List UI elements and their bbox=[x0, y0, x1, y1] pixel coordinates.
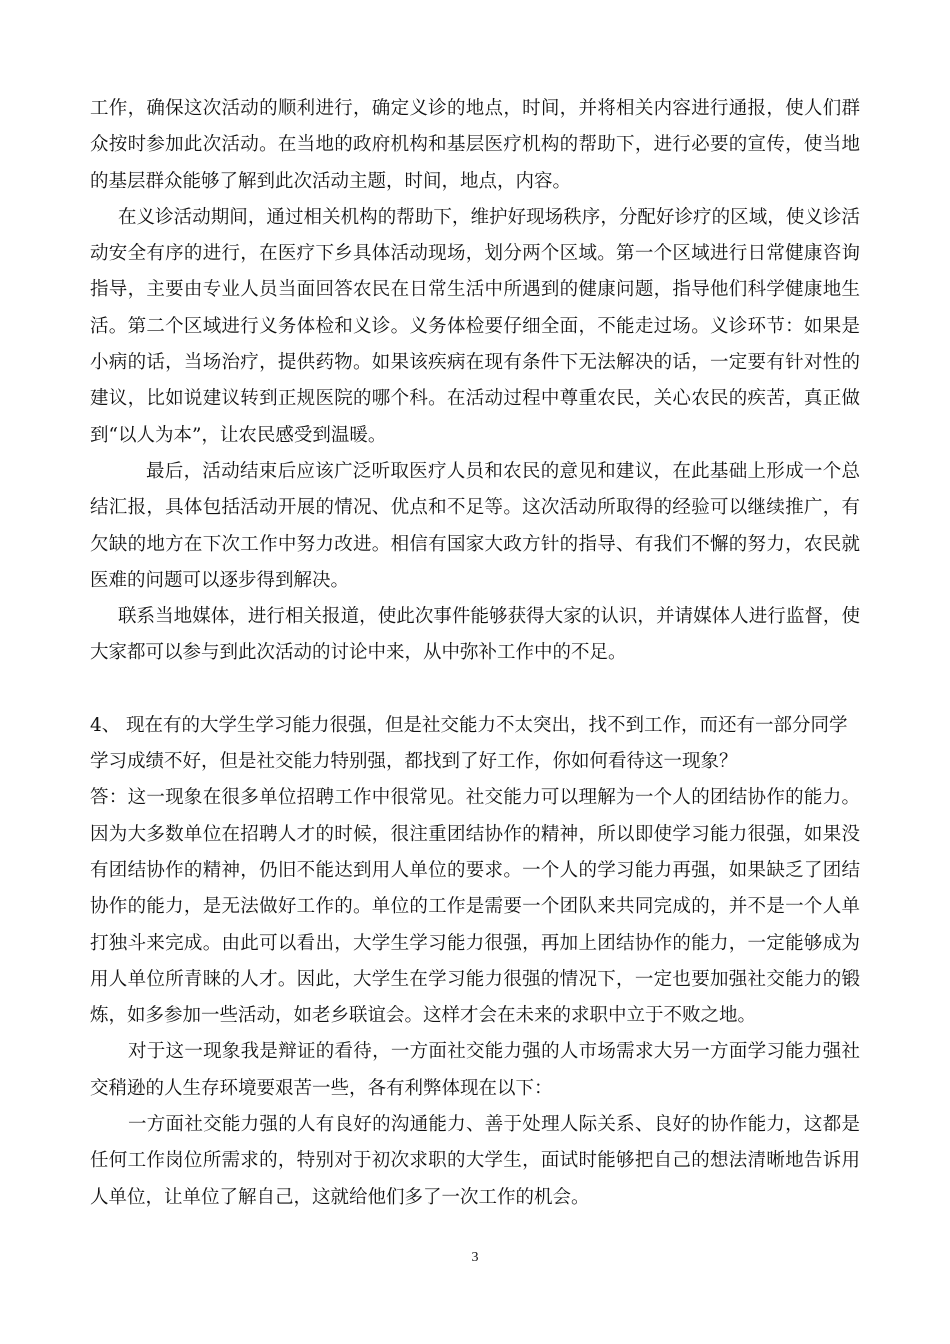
paragraph-spacer bbox=[90, 672, 860, 708]
answer-paragraph-1: 答：这一现象在很多单位招聘工作中很常见。社交能力可以理解为一个人的团结协作的能力。因为大多数单位在招聘人才的时候，很注重团结协作的精神，所以即使学习能力很强，如果没有团结协作的精神，仍旧不能达到用人单位的要求。一个人的学习能力再强，如果缺乏了团结协作的能力，是无法做好工作的。单位的工作是需要一个团队来共同完成的，并不是一个人单打独斗来完成。由此可以看出，大学生学习能力很强，再加上团结协作的能力，一定能够成为用人单位所青睐的人才。因此，大学生在学习能力很强的情况下，一定也要加强社交能力的锻炼，如多参加一些活动，如老乡联谊会。这样才会在未来的求职中立于不败之地。 bbox=[90, 787, 860, 1027]
paragraph-clinic-process: 在义诊活动期间，通过相关机构的帮助下，维护好现场秩序，分配好诊疗的区域，使义诊活动安全有序的进行，在医疗下乡具体活动现场，划分两个区域。第一个区域进行日常健康咨询指导，主要由专业人员当面回答农民在日常生活中所遇到的健康问题，指导他们科学健康地生活。第二个区域进行义务体检和义诊。义务体检要仔细全面，不能走过场。义诊环节：如果是小病的话，当场治疗，提供药物。如果该疾病在现有条件下无法解决的话，一定要有针对性的建议，比如说建议转到正规医院的哪个科。在活动过程中尊重农民，关心农民的疾苦，真正做到“以人为本”，让农民感受到温暖。 bbox=[90, 206, 860, 446]
page-number: 3 bbox=[471, 1250, 479, 1265]
document-body bbox=[90, 91, 860, 1216]
question-text-1: 现在有的大学生学习能力很强，但是社交能力不太突出，找不到工作，而还有一部分同学 bbox=[126, 714, 848, 736]
question-number: 4、 bbox=[90, 714, 121, 736]
paragraph-event-notice: 工作，确保这次活动的顺利进行，确定义诊的地点，时间，并将相关内容进行通报，使人们群众按时参加此次活动。在当地的政府机构和基层医疗机构的帮助下，进行必要的宣传，使当地的基层群众能够了解到此次活动主题，时间，地点，内容。 bbox=[90, 98, 860, 192]
question-line-1 bbox=[90, 708, 860, 744]
paragraph-media: 联系当地媒体，进行相关报道，使此次事件能够获得大家的认识，并请媒体人进行监督，使大家都可以参与到此次活动的讨论中来，从中弥补工作中的不足。 bbox=[90, 606, 860, 664]
answer-paragraph-2: 对于这一现象我是辩证的看待，一方面社交能力强的人市场需求大另一方面学习能力强社交稍逊的人生存环境要艰苦一些，各有利弊体现在以下： bbox=[90, 1041, 860, 1099]
question-line-2: 学习成绩不好，但是社交能力特别强，都找到了好工作，你如何看待这一现象？ bbox=[90, 751, 738, 773]
paragraph-summary: 最后，活动结束后应该广泛听取医疗人员和农民的意见和建议，在此基础上形成一个总结汇报，具体包括活动开展的情况、优点和不足等。这次活动所取得的经验可以继续推广，有欠缺的地方在下次工作中努力改进。相信有国家大政方针的指导、有我们不懈的努力，农民就医难的问题可以逐步得到解决。 bbox=[90, 460, 860, 591]
answer-paragraph-3: 一方面社交能力强的人有良好的沟通能力、善于处理人际关系、良好的协作能力，这都是任何工作岗位所需求的，特别对于初次求职的大学生，面试时能够把自己的想法清晰地告诉用人单位，让单位了解自己，这就给他们多了一次工作的机会。 bbox=[90, 1114, 860, 1208]
